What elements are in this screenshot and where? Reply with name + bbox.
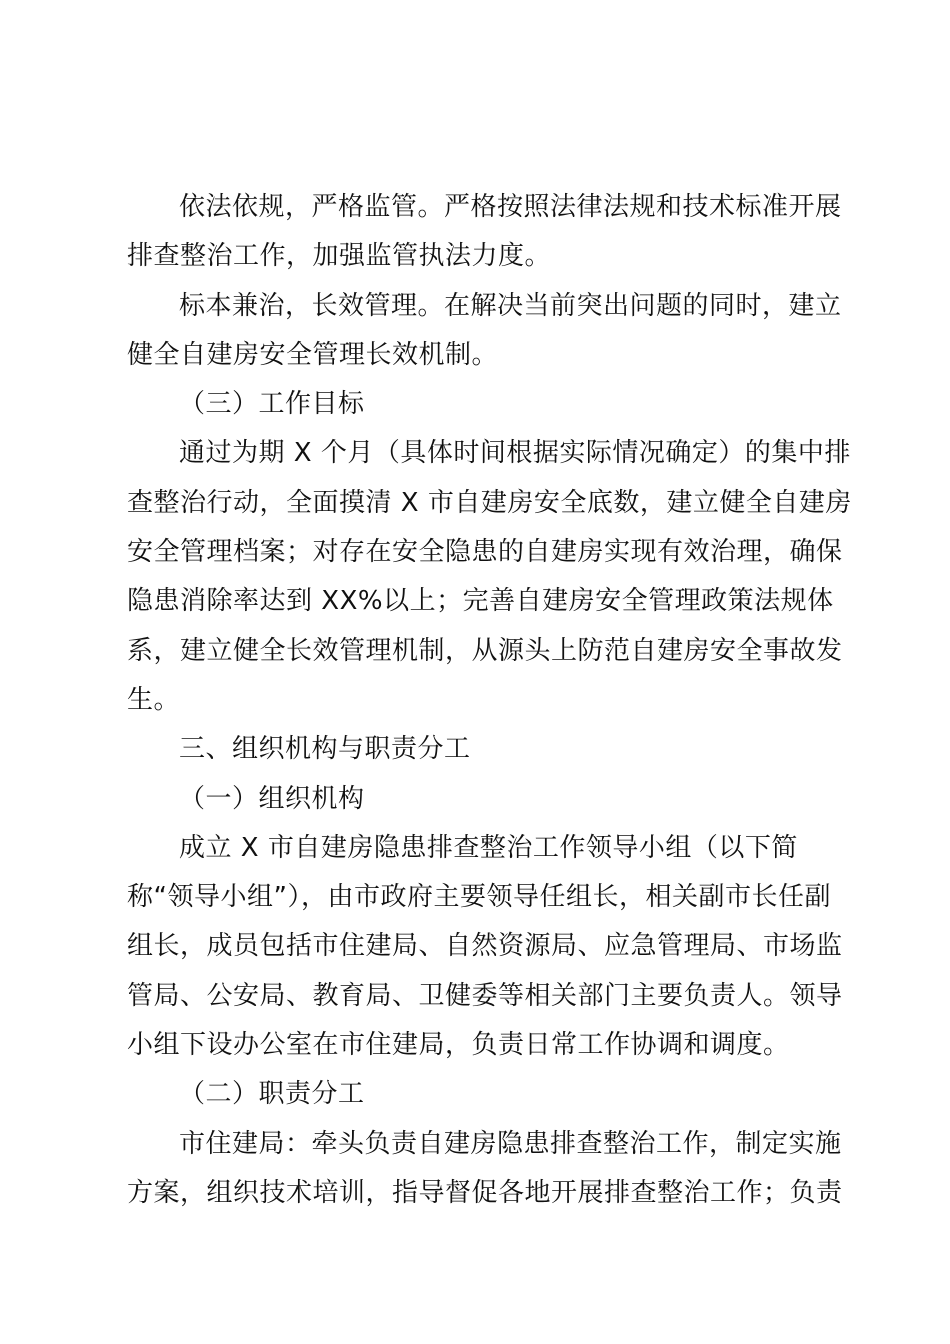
paragraph-responsibilities: 市住建局：牵头负责自建房隐患排查整治工作，制定实施方案，组织技术培训，指导督促各地开展排查整治工作；负责	[127, 1128, 843, 1208]
heading-section-three: 三、组织机构与职责分工	[179, 734, 471, 765]
paragraph-principle-longterm: 标本兼治，长效管理。在解决当前突出问题的同时，建立健全自建房安全管理长效机制。	[127, 290, 842, 370]
heading-responsibilities: （二）职责分工	[179, 1079, 365, 1110]
heading-work-goals: （三）工作目标	[179, 389, 365, 420]
document-body	[127, 183, 857, 1218]
paragraph-work-goals: 通过为期 X 个月（具体时间根据实际情况确定）的集中排查整治行动，全面摸清 X 市自建房安全底数，建立健全自建房安全管理档案；对存在安全隐患的自建房实现有效治理，确保隐患消除率达到 XX%以上；完善自建房安全管理政策法规体系，建立健全长效管理机制，从源头上防范自建房安全事故发生。	[127, 438, 852, 715]
heading-organization: （一）组织机构	[179, 783, 365, 814]
paragraph-organization: 成立 X 市自建房隐患排查整治工作领导小组（以下简称“领导小组”），由市政府主要领导任组长，相关副市长任副组长，成员包括市住建局、自然资源局、应急管理局、市场监管局、公安局、教育局、卫健委等相关部门主要负责人。领导小组下设办公室在市住建局，负责日常工作协调和调度。	[127, 832, 843, 1061]
paragraph-principle-legal: 依法依规，严格监管。严格按照法律法规和技术标准开展排查整治工作，加强监管执法力度。	[127, 192, 842, 272]
